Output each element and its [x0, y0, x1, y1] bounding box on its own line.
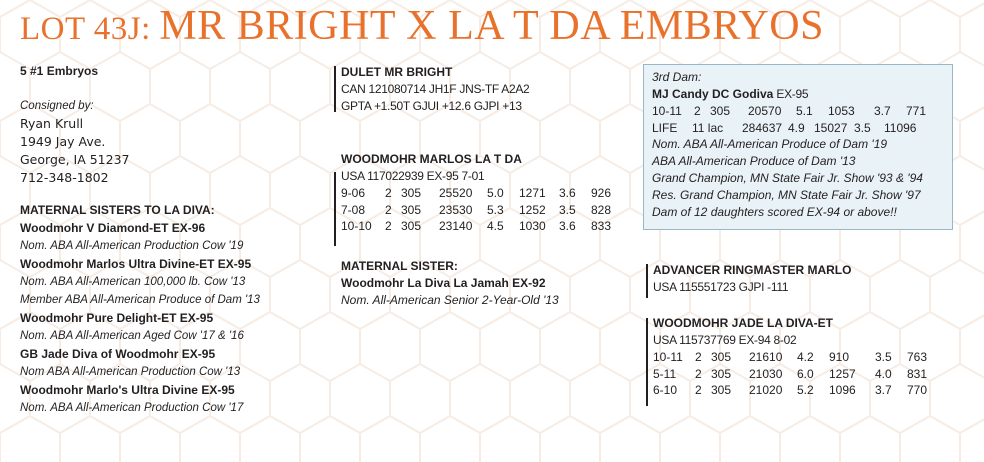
sister-name: Woodmohr Pure Delight-ET EX-95	[20, 311, 214, 325]
embryo-count: 5 #1 Embryos	[20, 64, 99, 78]
consignment-column	[20, 62, 320, 417]
sire-name: DULET MR BRIGHT	[341, 65, 453, 79]
sister-name: Woodmohr Marlo's Ultra Divine EX-95	[20, 383, 235, 397]
production-record-row: 7-08 2 305 23530 5.3 1252 3.5 828	[341, 202, 612, 217]
granddam-registration: USA 115737769 EX-94 8-02	[653, 333, 797, 347]
maternal-sisters-header: MATERNAL SISTERS TO LA DIVA:	[20, 203, 215, 217]
sister-note: Nom ABA All-American Production Cow '13	[20, 366, 241, 378]
pedigree-line-dam	[334, 172, 336, 246]
consigner-name: Ryan Krull	[20, 116, 84, 131]
third-dam-note: Nom. ABA All-American Produce of Dam '19	[652, 137, 888, 151]
sister-note: Nom. ABA All-American 100,000 lb. Cow '13	[20, 276, 246, 288]
dam-name: WOODMOHR MARLOS LA T DA	[341, 152, 522, 166]
sire-dam-column	[341, 64, 631, 309]
pedigree-line-sire	[334, 66, 336, 112]
production-record-row: 9-06 2 305 25520 5.0 1271 3.6 926	[341, 186, 612, 200]
lot-title: MR BRIGHT X LA T DA EMBRYOS	[159, 3, 824, 49]
third-dam-label: 3rd Dam:	[652, 70, 702, 84]
page-title	[20, 2, 824, 50]
sister-name: Woodmohr V Diamond-ET EX-96	[20, 221, 206, 235]
dam-registration: USA 117022939 EX-95 7-01	[341, 169, 485, 183]
third-dam-name: MJ Candy DC Godiva	[652, 87, 774, 101]
third-dam-note: Res. Grand Champion, MN State Fair Jr. Show '97	[652, 188, 921, 202]
pedigree-line-grandsire	[646, 264, 648, 298]
sister-note: Nom. ABA All-American Production Cow '17	[20, 402, 244, 414]
sister-name: Woodmohr Marlos Ultra Divine-ET EX-95	[20, 257, 252, 271]
consigned-by-label: Consigned by:	[20, 100, 94, 112]
maternal-sister-note: Nom. All-American Senior 2-Year-Old '13	[341, 292, 559, 307]
production-record-row: 10-11 2 305 21610 4.2 910 3.5 763	[653, 350, 928, 364]
maternal-sister-header: MATERNAL SISTER:	[341, 258, 458, 273]
sire-registration: CAN 121080714 JH1F JNS-TF A2A2	[341, 82, 530, 96]
production-record-row: 5-11 2 305 21030 6.0 1257 4.0 831	[653, 366, 928, 381]
sire-genomics: GPTA +1.50T GJUI +12.6 GJPI +13	[341, 99, 522, 113]
grandsire-registration: USA 115551723 GJPI -111	[653, 280, 789, 294]
third-dam-note: ABA All-American Produce of Dam '13	[652, 154, 856, 168]
third-dam-note: Grand Champion, MN State Fair Jr. Show '93 & '94	[652, 171, 923, 185]
third-dam-note: Dam of 12 daughters scored EX-94 or above!!	[652, 205, 897, 219]
third-dam-score: EX-95	[773, 87, 809, 101]
sister-name: GB Jade Diva of Woodmohr EX-95	[20, 347, 216, 361]
third-dam-box	[643, 64, 953, 230]
production-record-row: 10-11 2 305 20570 5.1 1053 3.7 771	[652, 104, 927, 118]
consigner-phone: 712-348-1802	[20, 170, 109, 185]
sister-note: Nom. ABA All-American Production Cow '19	[20, 240, 244, 252]
lot-number: LOT 43J:	[20, 11, 151, 47]
maternal-grandparents-column	[653, 262, 973, 399]
consigner-street: 1949 Jay Ave.	[20, 134, 106, 149]
production-record-row: 6-10 2 305 21020 5.2 1096 3.7 770	[653, 383, 928, 397]
consigner-city: George, IA 51237	[20, 152, 130, 167]
production-record-row: LIFE 11 lac 284637 4.9 15027 3.5 11096	[652, 120, 917, 135]
third-dam-title	[652, 86, 952, 103]
pedigree-line-granddam	[646, 318, 648, 406]
sister-note: Nom. ABA All-American Aged Cow '17 & '16	[20, 330, 244, 342]
sister-note: Member ABA All-American Produce of Dam '13	[20, 294, 260, 306]
granddam-name: WOODMOHR JADE LA DIVA-ET	[653, 316, 833, 330]
production-record-row: 10-10 2 305 23140 4.5 1030 3.6 833	[341, 219, 612, 233]
maternal-sister-name: Woodmohr La Diva La Jamah EX-92	[341, 275, 546, 290]
grandsire-name: ADVANCER RINGMASTER MARLO	[653, 263, 852, 277]
